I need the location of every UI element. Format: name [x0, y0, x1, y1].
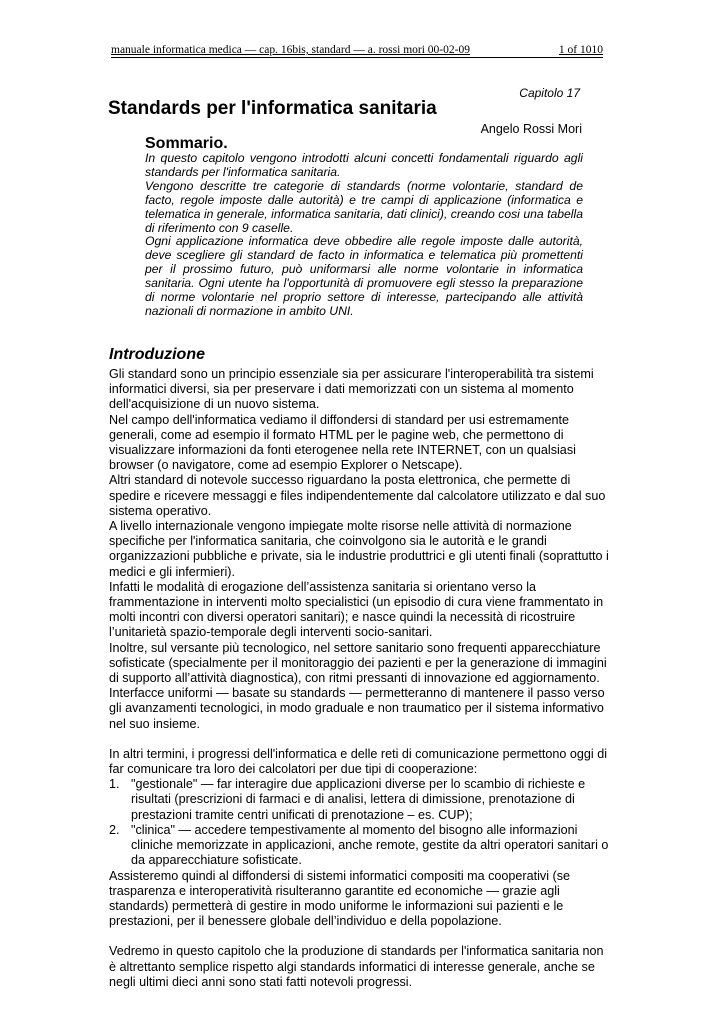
list-number: 1. — [109, 777, 120, 792]
body-paragraph: Vedremo in questo capitolo che la produzione di standards per l'informatica sanitaria non è altrettanto semplice rispetto algi standards informatici di interesse generale, anche se negli ultimi dieci anni sono stati fatti notevoli progressi. — [109, 944, 604, 989]
summary-heading: Sommario. — [145, 135, 228, 152]
intro-body — [109, 367, 609, 990]
list-item — [109, 823, 609, 869]
body-paragraph: Inoltre, sul versante più tecnologico, nel settore sanitario sono frequenti apparecchiature sofisticate (specialmente per il monitoraggio dei pazienti e per la generazione di immagini di supporto all’attività diagnostica), con ritmi pressanti di innovazione ed aggiornamento. — [109, 640, 607, 686]
body-paragraph: A livello internazionale vengono impiegate molte risorse nelle attività di normazione specifiche per l'informatica sanitaria, che coinvolgono sia le autorità e le grandi organizzazioni pubbliche e private, sia le industrie produttrici e gli utenti finali (soprattutto i medici e gli infermieri). — [109, 519, 609, 579]
running-header — [111, 44, 603, 58]
author: Angelo Rossi Mori — [480, 122, 582, 136]
page-number: 1 of 1010 — [558, 44, 603, 56]
running-title: manuale informatica medica — cap. 16bis, standard — a. rossi mori 00-02-09 — [111, 44, 470, 56]
body-paragraph: Assisteremo quindi al diffondersi di sistemi informatici compositi ma cooperativi (se trasparenza e interoperatività risulteranno garantite ed economiche — grazie agli standards) permetterà di gestire in modo uniforme le informazioni sui pazienti e le prestazioni, per il benessere globale dell’individuo e della popolazione. — [109, 868, 571, 929]
summary-paragraph: Ogni applicazione informatica deve obbedire alle regole imposte dalle autorità, deve scegliere gli standard de facto in informatica e telematica più promettenti per il prossimo futuro, può uniformarsi alle norme volontarie in informatica sanitaria. Ogni utente ha l'opportunità di promuovere egli stesso la preparazione di norme volontarie nel proprio settore di interesse, partecipando alle attività nazionali di normazione in ambito UNI. — [145, 234, 583, 318]
body-paragraph: Infatti le modalità di erogazione dell’assistenza sanitaria si orientano verso la frammentazione in interventi molto specialistici (un episodio di cura viene frammentato in molti incontri con diversi operatori sanitari); e nasce quindi la necessità di ricostruire l’unitarietà spazio-temporale degli interventi socio-sanitari. — [109, 579, 604, 640]
list-item-text: "gestionale" — far interagire due applicazioni diverse per lo scambio di richieste e risultati (prescrizioni di farmaci e di analisi, lettera di dimissione, prenotazione di prestazioni tramite centri unificati di prenotazione – es. CUP); — [131, 777, 586, 822]
summary-block — [145, 152, 583, 319]
cooperation-list — [109, 777, 609, 868]
list-item — [109, 777, 609, 823]
body-paragraph: Nel campo dell'informatica vediamo il diffondersi di standard per usi estremamente generali, come ad esempio il formato HTML per le pagine web, che permettono di visualizzare informazioni da fonti eterogenee nella rete INTERNET, con un qualsiasi browser (o navigatore, come ad esempio Explorer o Netscape). — [109, 412, 576, 473]
body-paragraph: In altri termini, i progressi dell'informatica e delle reti di comunicazione permettono oggi di far comunicare tra loro dei calcolatori per due tipi di cooperazione: — [109, 746, 607, 777]
intro-heading: Introduzione — [109, 346, 205, 363]
body-paragraph: Altri standard di notevole successo riguardano la posta elettronica, che permette di spedire e ricevere messaggi e files indipendentemente dal calcolatore utilizzato e dal suo sistema operativo. — [109, 473, 606, 518]
paragraph-gap — [109, 929, 609, 944]
paragraph-gap — [109, 732, 609, 747]
summary-paragraph: Vengono descritte tre categorie di standards (norme volontarie, standard de facto, regole imposte dalle autorità) e tre campi di applicazione (informatica e telematica in generale, informatica sanitaria, dati clinici), creando cosi una tabella di riferimento con 9 caselle. — [145, 178, 583, 235]
list-item-text: "clinica" — accedere tempestivamente al momento del bisogno alle informazioni cliniche memorizzate in applicazioni, anche remote, gestite da altri operatori sanitari o da apparecchiature sofisticate. — [131, 822, 609, 868]
chapter-label: Capitolo 17 — [519, 86, 580, 100]
body-paragraph: Gli standard sono un principio essenziale sia per assicurare l'interoperabilità tra sistemi informatici diversi, sia per preservare i dati memorizzati con un sistema al momento dell'acquisizione di un nuovo sistema. — [109, 367, 594, 412]
document-title: Standards per l'informatica sanitaria — [108, 98, 437, 119]
list-number: 2. — [109, 822, 120, 837]
body-paragraph: Interfacce uniformi — basate su standards — permetteranno di mantenere il passo verso gli avanzamenti tecnologici, in modo graduale e non traumatico per il sistema informativo nel suo insieme. — [109, 686, 605, 731]
summary-paragraph: In questo capitolo vengono introdotti alcuni concetti fondamentali riguardo agli standards per l'informatica sanitaria. — [145, 151, 583, 179]
